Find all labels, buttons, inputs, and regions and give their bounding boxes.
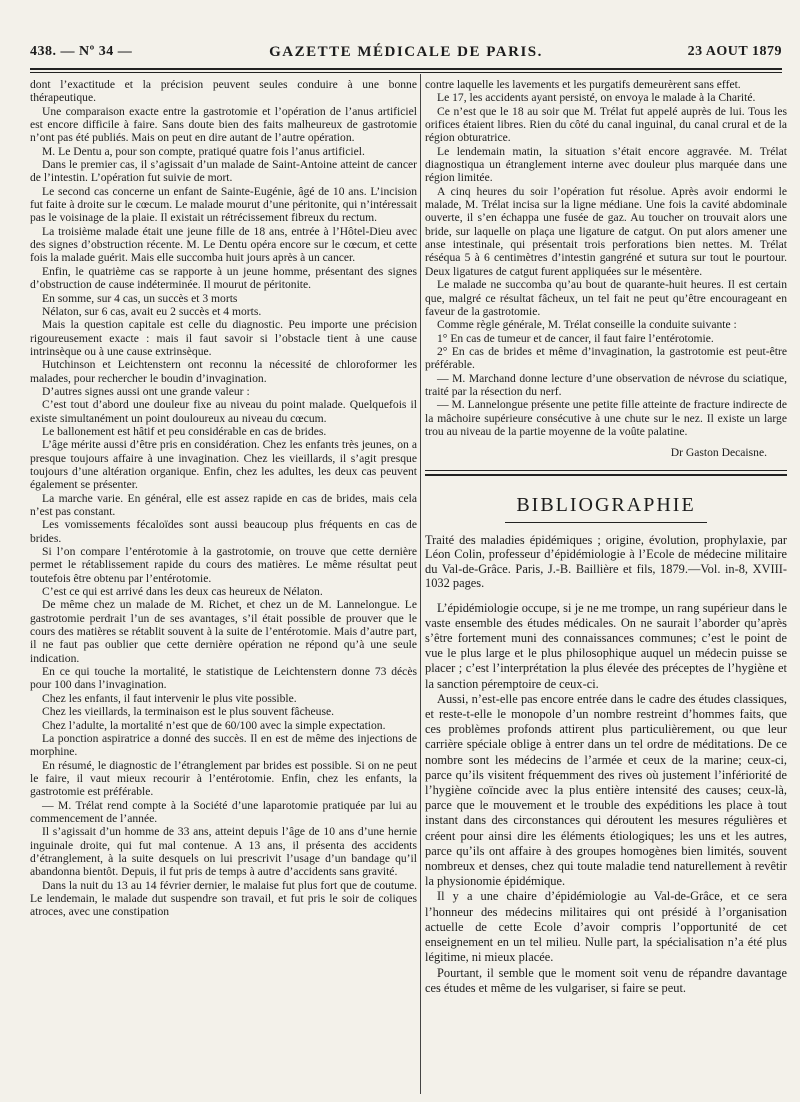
paragraph: 2° En cas de brides et même d’invagination, la gastrotomie est peut-être préférable. <box>425 344 787 372</box>
paragraph: Chez l’adulte, la mortalité n’est que de 60/100 avec la simple expectation. <box>42 718 386 732</box>
issue-date: 23 AOUT 1879 <box>687 44 782 59</box>
paragraph: contre laquelle les lavements et les purgatifs demeurèrent sans effet. <box>425 78 741 91</box>
paragraph: A cinq heures du soir l’opération fut résolue. Après avoir endormi le malade, M. Trélat incisa sur la ligne médiane. Une fois la cavité abdominale ouverte, il s’en échappa une fusée de gaz. Au toucher on trouvait alors une bride, sur laquelle on plaça une ligature de catgut. On put alors amener une anse intestinale, qui présentait trois perforations bien nettes. M. Trélat réséqua 5 à 6 centimètres d’intestin gangréné et sutura sur tout le pourtour. Deux ligatures de catgut furent appliquées sur le mésentère. <box>425 184 787 278</box>
paragraph: De même chez un malade de M. Richet, et chez un de M. Lannelongue. Le gastrotomie perdrait l’un de ses avantages, s’il était possible de prouver que le cours des matières se rétablit souvent à la suite de l’entérotomie. Mais d’autre part, il ne faut pas oublier que cette dernière opération ne répond qu’à une seule indication. <box>30 598 417 665</box>
paragraph: C’est ce qui est arrivé dans les deux cas heureux de Nélaton. <box>42 585 323 599</box>
paragraph: 1° En cas de tumeur et de cancer, il faut faire l’entérotomie. <box>437 331 714 345</box>
paragraph: M. Le Dentu a, pour son compte, pratiqué quatre fois l’anus artificiel. <box>42 144 365 158</box>
paragraph: L’âge mérite aussi d’être pris en considération. Chez les enfants très jeunes, on a presque toujours affaire à une invagination. Chez les vieillards, il s’agit presque toujours d’une altération organique. Enfin, chez les adultes, les deux cas peuvent également se présenter. <box>30 438 417 492</box>
paragraph: L’épidémiologie occupe, si je ne me trompe, un rang supérieur dans le vaste ensemble des études médicales. On ne saurait l’aborder qu’après s’être fortement muni des connaissances communes; c’est le point de vue le plus large et le plus philosophique auquel un médecin puisse se placer ; c’est l’interprétation la plus élevée des préceptes de l’hygiène et la sanction péremptoire de ceux-ci. <box>425 600 787 691</box>
header-rule <box>30 68 782 70</box>
paragraph: Le malade ne succomba qu’au bout de quarante-huit heures. Il est certain que, malgré ce résultat fâcheux, un tel fait ne peut qu’être encourageant en faveur de la gastrotomie. <box>425 278 787 318</box>
paragraph: Chez les enfants, il faut intervenir le plus vite possible. <box>42 691 297 705</box>
left-column <box>30 78 417 919</box>
column-divider <box>420 74 421 1094</box>
paragraph: Pourtant, il semble que le moment soit venu de répandre davantage ces études et même de les vulgariser, si faire se peut. <box>425 965 787 995</box>
paragraph: Comme règle générale, M. Trélat conseille la conduite suivante : <box>437 318 737 332</box>
page-number: 438. — Nº 34 — <box>30 44 133 59</box>
paragraph: Ce n’est que le 18 au soir que M. Trélat fut appelé auprès de lui. Tous les orifices étaient libres. Rien du côté du canal inguinal, du canal crural et de la région obturatrice. <box>425 104 787 145</box>
paragraph: Nélaton, sur 6 cas, avait eu 2 succès et 4 morts. <box>42 304 262 318</box>
paragraph: En ce qui touche la mortalité, le statistique de Leichtenstern donne 73 décès pour 100 dans l’invagination. <box>30 665 417 692</box>
paragraph: Le ballonement est hâtif et peu considérable en cas de brides. <box>42 424 327 438</box>
paragraph: La marche varie. En général, elle est assez rapide en cas de brides, mais cela n’est pas constant. <box>30 491 417 518</box>
paragraph: Les vomissements fécaloïdes sont aussi beaucoup plus fréquents en cas de brides. <box>30 518 417 545</box>
paragraph: Enfin, le quatrième cas se rapporte à un jeune homme, présentant des signes d’obstruction de cause indéterminée. Il mourut de péritonite. <box>30 264 417 292</box>
paragraph: En somme, sur 4 cas, un succès et 3 morts <box>42 291 238 305</box>
paragraph: La troisième malade était une jeune fille de 18 ans, entrée à l’Hôtel-Dieu avec des signes d’obstruction récente. M. Le Dentu opéra encore sur le cœcum, et cette fois la malade guérit. Mais elle succomba huit jours après à un cancer. <box>30 224 417 265</box>
paragraph: D’autres signes aussi ont une grande valeur : <box>42 384 250 398</box>
article-end-rule-thick <box>425 474 787 476</box>
paragraph: Il s’agissait d’un homme de 33 ans, atteint depuis l’âge de 10 ans d’une hernie inguinale droite, qui fut mal contenue. A 13 ans, il présenta des accidents d’étranglement, à la suite desquels on lui prescrivit l’usage d’un bandage qu’il abandonna bientôt. Depuis, il fut pris de temps à autre d’accidents sans gravité. <box>30 825 417 879</box>
paragraph: — M. Lannelongue présente une petite fille atteinte de fracture indirecte de la mâchoire supérieure consécutive à une chute sur le nez. Il existe un large trou au niveau de la partie moyenne de la voûte palatine. <box>425 398 787 438</box>
paragraph: Aussi, n’est-elle pas encore entrée dans le cadre des études classiques, et reste-t-elle le monopole d’un nombre restreint d’hommes faits, que ces problèmes profonds attirent plus particulièrement, ou que leur carrière spéciale oblige à entrer dans un tel ordre de méditations. De ce nombre sont les médecins de l’armée et ceux de la marine; ceux-ci, parce qu’ils visitent fréquemment des rives où justement l’infériorité de l’hygiène coïncide avec la plus entière intensité des causes; ceux-là, parce que le mouvement et le trouble des expéditions les place à tout instant dans des circonstances qui déroutent les mesures régulières et créent pour ainsi dire les éléments étiologiques; les uns et les autres, parce qu’ils ont affaire à des groupes homogènes bien limités, souvent nombreux et denses, chez qui toute maladie tend naturellement à revêtir la physionomie épidémique. <box>425 691 787 889</box>
paragraph: Le lendemain matin, la situation s’était encore aggravée. M. Trélat diagnostiqua un étranglement interne avec douleur plus marquée dans une région limitée. <box>425 144 787 185</box>
signature: Dr Gaston Decaisne. <box>670 446 767 460</box>
article-end-rule <box>425 470 787 471</box>
journal-title: GAZETTE MÉDICALE DE PARIS. <box>269 44 543 60</box>
paragraph: La ponction aspiratrice a donné des succès. Il en est de même des injections de morphine. <box>30 731 417 759</box>
paragraph: — M. Marchand donne lecture d’une observation de névrose du sciatique, traité par la résection du nerf. <box>425 371 787 398</box>
bibliography-reference: Traité des maladies épidémiques ; origine, évolution, prophylaxie, par Léon Colin, professeur d’épidémiologie à l’Ecole de médecine militaire du Val-de-Grâce. Paris, J.-B. Baillière et fils, 1879.—Vol. in-8, XVIII-1032 pages. <box>425 532 787 591</box>
paragraph: En résumé, le diagnostic de l’étranglement par brides est possible. Si on ne peut le faire, il vaut mieux recourir à l’entérotomie. Enfin, chez les enfants, la gastrotomie est préférable. <box>30 758 417 799</box>
paragraph: Il y a une chaire d’épidémiologie au Val-de-Grâce, et ce sera l’honneur des médecins militaires qui ont présidé à l’organisation actuelle de cette Ecole d’avoir compris l’opportunité de cet enseignement en un tel milieu. Nulle part, la spécialisation n’a été plus légitime, ni mieux placée. <box>425 889 787 965</box>
paragraph: Dans la nuit du 13 au 14 février dernier, le malaise fut plus fort que de coutume. Le lendemain, le malade dut suspendre son travail, et fut pris le soir de coliques atroces, avec une constipation <box>30 878 417 919</box>
paragraph: Chez les vieillards, la terminaison est le plus souvent fâcheuse. <box>42 705 335 719</box>
paragraph: Dans le premier cas, il s’agissait d’un malade de Saint-Antoine atteint de cancer de l’intestin. L’opération fut suivie de mort. <box>30 158 417 185</box>
paragraph: Le second cas concerne un enfant de Sainte-Eugénie, âgé de 10 ans. L’incision fut faite à droite sur le cœcum. Le malade mourut d’une péritonite, qui n’intéressait pas le voisinage de la plaie. Il existait un rétrécissement fibreux du rectum. <box>30 184 417 225</box>
paragraph: Le 17, les accidents ayant persisté, on envoya le malade à la Charité. <box>437 91 756 105</box>
paragraph: Une comparaison exacte entre la gastrotomie et l’opération de l’anus artificiel est encore difficile à faire. Sans doute bien des faits malheureux de gastrotomie n’ont pas été publiés. Mais on peut en dire autant de l’autre opération. <box>30 104 417 145</box>
bibliography-title: BIBLIOGRAPHIE <box>516 493 696 516</box>
right-column-text <box>425 78 787 438</box>
page-header <box>30 40 782 66</box>
paragraph: Si l’on compare l’entérotomie à la gastrotomie, on trouve que cette dernière permet le rétablissement rapide du cours des matières. Le même résultat peut toutefois être obtenu par l’entérotomie. <box>30 545 417 585</box>
right-column <box>425 78 787 996</box>
paragraph: C’est tout d’abord une douleur fixe au niveau du point malade. Quelquefois il existe simultanément un point douloureux au niveau du cœcum. <box>30 398 417 425</box>
paragraph: — M. Trélat rend compte à la Société d’une laparotomie pratiquée par lui au commencement de l’année. <box>30 798 417 825</box>
bibliography-rule <box>505 522 707 523</box>
paragraph: Hutchinson et Leichtenstern ont reconnu la nécessité de chloroformer les malades, pour rechercher le boudin d’invagination. <box>30 358 417 385</box>
paragraph: Mais la question capitale est celle du diagnostic. Peu importe une précision rigoureusement exacte : mais il faut savoir si l’obstacle tient à une cause intrinsèque ou à une cause extrinsèque. <box>30 318 417 358</box>
bibliography-body <box>425 601 787 996</box>
header-rule-thin <box>30 72 782 73</box>
paragraph: dont l’exactitude et la précision peuvent seules conduire à une bonne thérapeutique. <box>30 78 417 105</box>
